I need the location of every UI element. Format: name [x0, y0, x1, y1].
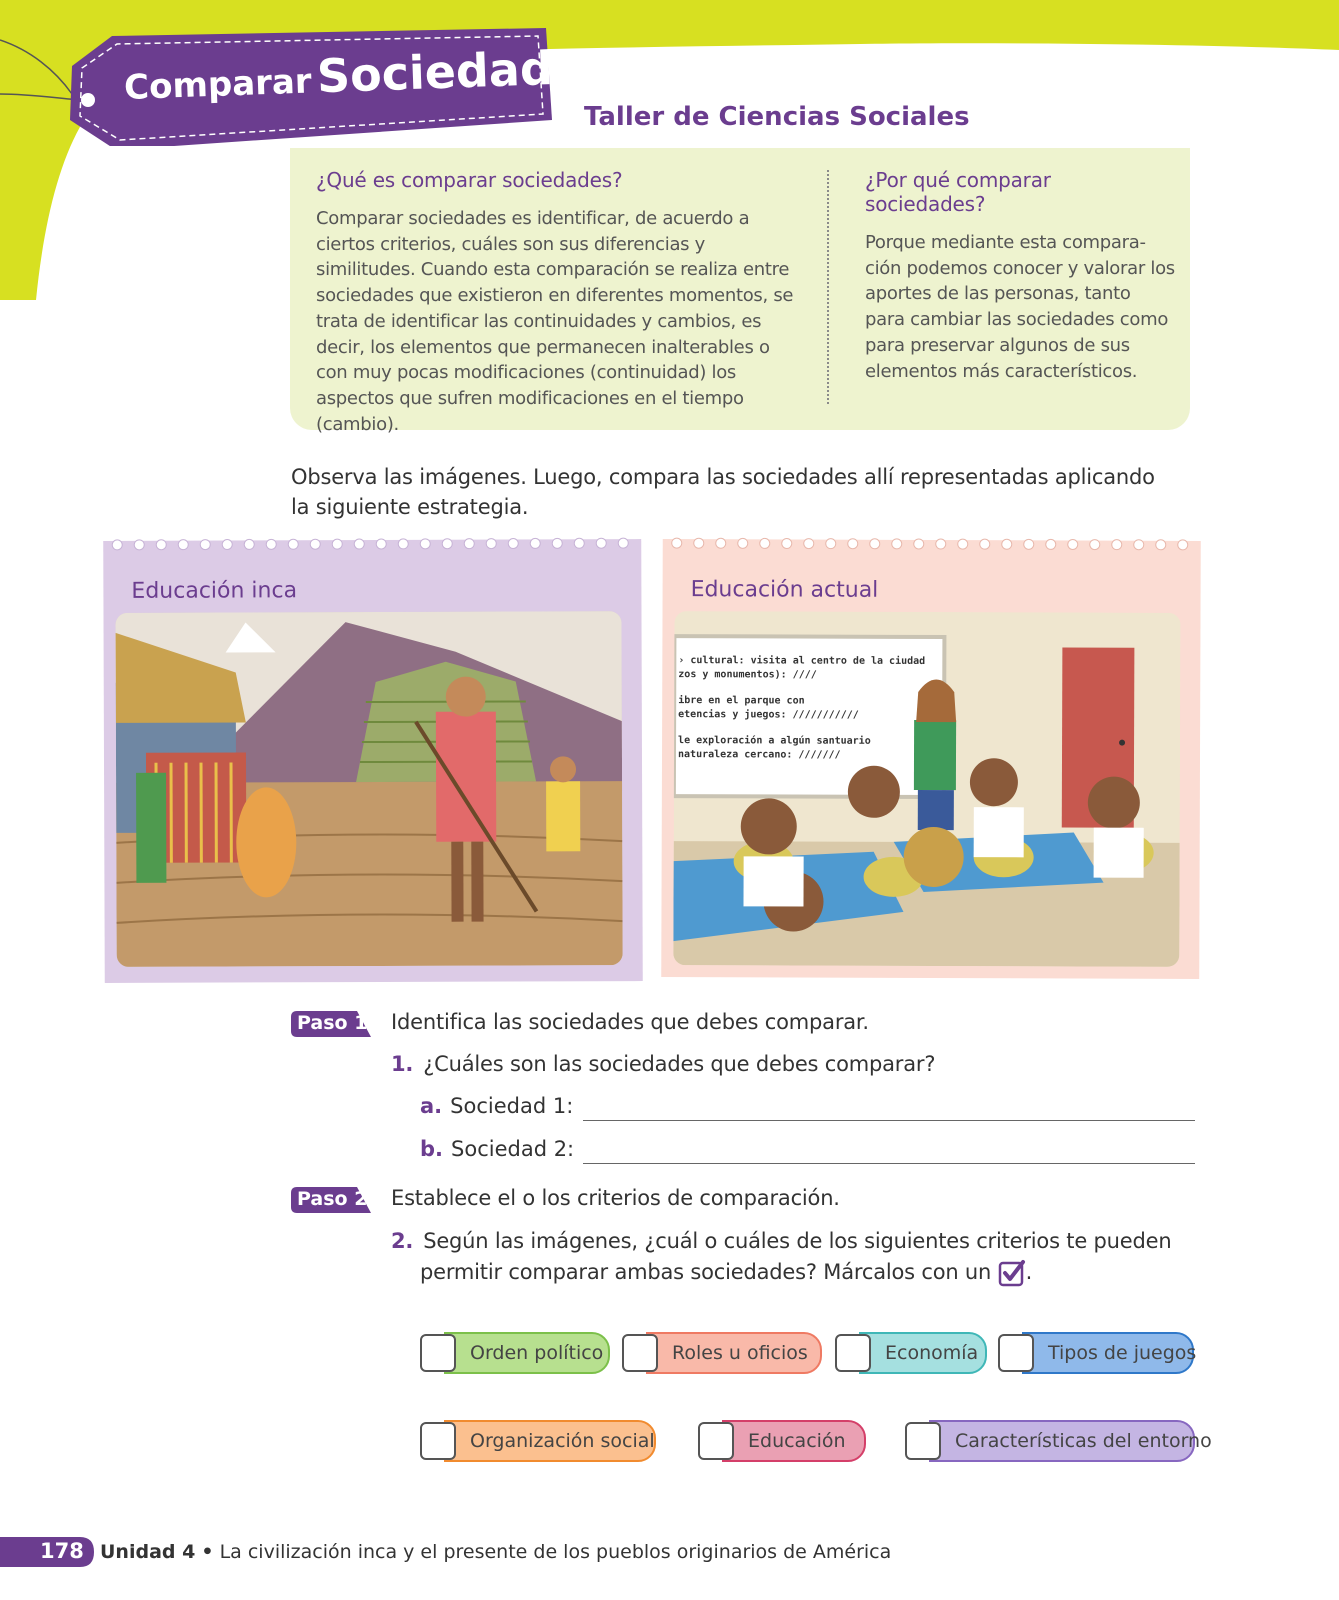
criterion-caracteristicas-entorno[interactable] [905, 1420, 1212, 1466]
question-number: 1. [391, 1052, 414, 1076]
paso-1-label: Paso 1 [297, 1012, 368, 1034]
criterion-label: Roles u oficios [646, 1332, 822, 1374]
panel-label-inca: Educación inca [131, 578, 298, 604]
panel-educacion-actual [661, 539, 1201, 979]
criterion-economia[interactable] [835, 1332, 987, 1378]
question-number: 2. [391, 1229, 414, 1253]
paso-2-text: Establece el o los criterios de comparación. [391, 1186, 840, 1210]
what-column [316, 168, 806, 437]
question-text: ¿Cuáles son las sociedades que debes comparar? [423, 1052, 936, 1076]
board-line: › cultural: visita al centro de la ciudad [678, 655, 926, 667]
panel-educacion-inca [103, 539, 643, 983]
info-box [290, 148, 1190, 435]
sociedad-1-answer-line[interactable] [583, 1120, 1195, 1121]
page-number: 178 [40, 1539, 84, 1563]
criterion-orden-politico[interactable] [420, 1332, 610, 1378]
criterion-label: Orden político [444, 1332, 610, 1374]
criterion-label: Economía [859, 1332, 987, 1374]
what-body: Comparar sociedades es identificar, de acuerdo a ciertos criterios, cuáles son sus diferencias y similitudes. Cuando esta comparación se realiza entre sociedades que existieron en diferentes momentos, se trata de identificar las continuidades y cambios, es decir, los elementos que permanecen inalterables o con muy pocas modificaciones (continuidad) los aspectos que sufren modificaciones en el tiempo (cambio). [316, 208, 794, 435]
inca-education-illustration [115, 611, 622, 967]
criterion-label: Características del entorno [929, 1420, 1195, 1462]
criterion-educacion[interactable] [698, 1420, 866, 1466]
paso-2 [291, 1187, 891, 1213]
criterion-label: Organización social [444, 1420, 656, 1462]
footer-unit: Unidad 4 [100, 1541, 196, 1563]
paso-1-text: Identifica las sociedades que debes comparar. [391, 1010, 869, 1034]
criterion-checkbox[interactable] [698, 1422, 734, 1460]
question-2 [391, 1226, 1171, 1288]
why-body: Porque mediante esta compara-ción podemos conocer y valorar los aportes de las personas, tanto para cambiar las sociedades como para preservar algunos de sus elementos más característicos. [865, 232, 1175, 382]
question-text-line2: permitir comparar ambas sociedades? Márcalos con un [420, 1260, 992, 1284]
sociedad-2-answer-line[interactable] [583, 1163, 1195, 1164]
sociedad-1-label [420, 1094, 573, 1118]
criterion-organizacion-social[interactable] [420, 1420, 656, 1466]
board-line: ibre en el parque con [678, 695, 805, 707]
board-line: naturaleza cercano: /////// [677, 749, 841, 761]
criterion-label: Educación [722, 1420, 866, 1462]
criterion-tipos-juegos[interactable] [998, 1332, 1197, 1378]
notebook-rings [663, 533, 1201, 555]
panel-label-actual: Educación actual [690, 577, 879, 603]
what-heading: ¿Qué es comparar sociedades? [316, 168, 623, 192]
board-line: etencias y juegos: /////////// [678, 709, 859, 721]
criterion-checkbox[interactable] [998, 1334, 1034, 1372]
letter-a: a. [420, 1094, 443, 1118]
criterion-label: Tipos de juegos [1022, 1332, 1194, 1374]
page-title: Comparar Sociedades [123, 39, 613, 108]
intro-text: Observa las imágenes. Luego, compara las sociedades allí representadas aplicando la siguiente estrategia. [291, 465, 1155, 519]
footer-bullet: • [201, 1541, 214, 1563]
checkmark-icon [998, 1259, 1026, 1287]
sociedad-2-label [420, 1137, 574, 1161]
question-text-line1: Según las imágenes, ¿cuál o cuáles de los siguientes criterios te pueden [423, 1229, 1172, 1253]
footer-caption [100, 1541, 891, 1563]
modern-classroom-illustration [673, 611, 1180, 967]
paso-2-label: Paso 2 [297, 1188, 368, 1210]
why-column [865, 168, 1175, 384]
page-footer [0, 1537, 900, 1569]
column-divider [827, 170, 829, 404]
notebook-rings [103, 533, 641, 555]
sociedad-1-text: Sociedad 1: [450, 1094, 574, 1118]
criterion-checkbox[interactable] [905, 1422, 941, 1460]
question-text-end: . [1025, 1260, 1033, 1284]
section-subtitle: Taller de Ciencias Sociales [584, 102, 970, 132]
paso-1 [291, 1011, 891, 1037]
board-line: le exploración a algún santuario [678, 735, 871, 747]
criterion-checkbox[interactable] [835, 1334, 871, 1372]
letter-b: b. [420, 1137, 444, 1161]
criterion-checkbox[interactable] [420, 1422, 456, 1460]
question-1 [391, 1052, 935, 1076]
criterion-checkbox[interactable] [622, 1334, 658, 1372]
criterion-roles-oficios[interactable] [622, 1332, 822, 1378]
footer-title: La civilización inca y el presente de los pueblos originarios de América [219, 1541, 892, 1563]
why-heading: ¿Por qué comparar sociedades? [865, 168, 1051, 216]
board-line: zos y monumentos): //// [678, 669, 817, 681]
sociedad-2-text: Sociedad 2: [451, 1137, 575, 1161]
criterion-checkbox[interactable] [420, 1334, 456, 1372]
